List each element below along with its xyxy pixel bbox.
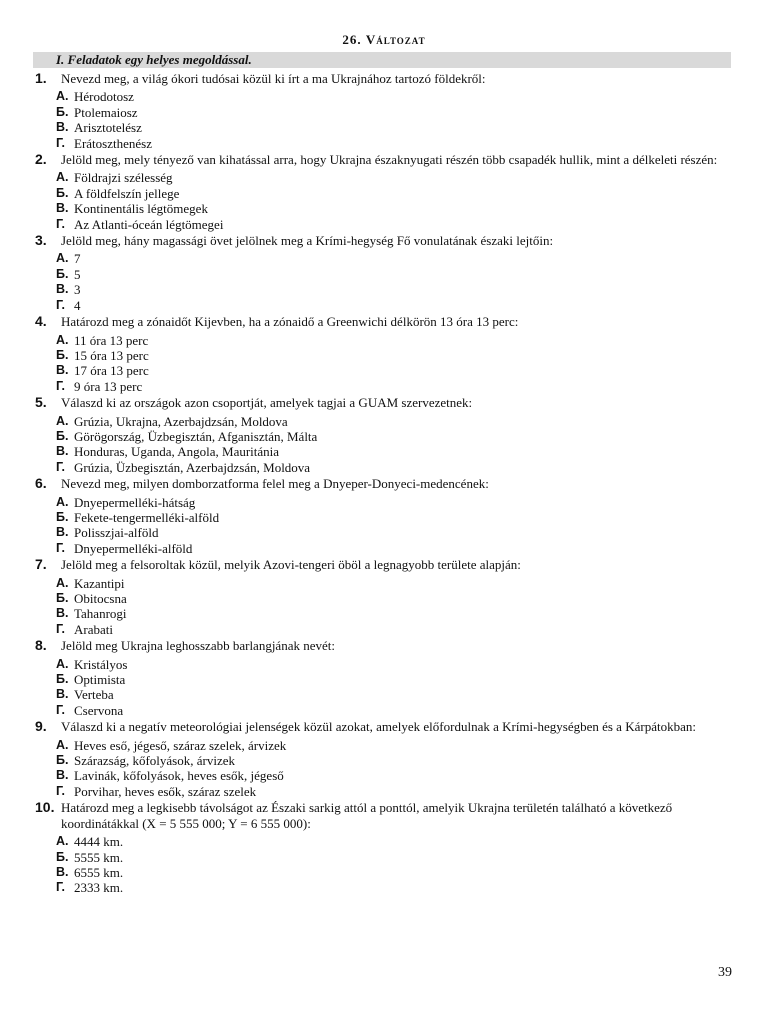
question-text: Válaszd ki az országok azon csoportját, amelyek tagjai a GUAM szervezetnek:	[61, 395, 473, 411]
answer-letter: Г.	[56, 880, 65, 895]
question-text: Jelöld meg, mely tényező van kihatással arra, hogy Ukrajna északnyugati részén több csapadék hullik, mint a délkeleti részén:	[61, 152, 718, 168]
variant-label: Változat	[365, 32, 426, 47]
question-text: Határozd meg a zónaidőt Kijevben, ha a zónaidő a Greenwichi délkörön 13 óra 13 perc:	[61, 314, 519, 330]
answer-text: Szárazság, kőfolyások, árvizek	[74, 753, 235, 769]
answer-option	[0, 703, 768, 718]
answer-text: Optimista	[74, 672, 126, 688]
answer-text: Honduras, Uganda, Angola, Mauritánia	[74, 444, 280, 460]
answer-letter: Г.	[56, 621, 65, 636]
answer-option	[0, 251, 768, 266]
answer-text: Obitocsna	[74, 591, 127, 606]
answer-text: Arisztotelész	[74, 120, 142, 136]
page-number: 39	[718, 965, 732, 980]
question-list	[0, 71, 768, 897]
variant-number: 26.	[342, 32, 362, 47]
answer-option	[0, 606, 768, 621]
answer-letter: В.	[56, 525, 69, 540]
answer-text: 5	[74, 266, 81, 282]
answer-option	[0, 880, 768, 895]
answer-letter: В.	[56, 444, 69, 459]
answer-text: 7	[74, 251, 81, 267]
question-number: 9.	[35, 718, 47, 735]
answer-letter: А.	[56, 656, 69, 671]
answer-text: Az Atlanti-óceán légtömegei	[74, 216, 224, 232]
answer-letter: В.	[56, 363, 69, 378]
answer-text: Földrajzi szélesség	[74, 170, 173, 186]
answer-letter: Г.	[56, 459, 65, 474]
question-item	[0, 314, 768, 394]
answer-letter: В.	[56, 864, 69, 879]
answer-list	[0, 834, 768, 896]
answer-option	[0, 622, 768, 637]
answer-list	[0, 333, 768, 395]
answer-letter: Г.	[56, 378, 65, 393]
answer-text: Heves eső, jégeső, száraz szelek, árvizek	[74, 737, 287, 753]
section-title-bar	[33, 52, 731, 68]
answer-option	[0, 363, 768, 378]
answer-text: 11 óra 13 perc	[74, 332, 149, 348]
answer-option	[0, 298, 768, 313]
answer-letter: В.	[56, 687, 69, 702]
question-line	[0, 395, 768, 410]
answer-option	[0, 495, 768, 510]
answer-text: 4	[74, 297, 81, 313]
question-number: 1.	[35, 70, 47, 86]
question-text: Jelöld meg, hány magassági övet jelölnek meg a Krími-hegység Fő vonulatának északi lejtőin:	[61, 233, 554, 249]
answer-text: Tahanrogi	[74, 606, 127, 622]
answer-text: Porvihar, heves esők, száraz szelek	[74, 783, 257, 799]
answer-list	[0, 251, 768, 313]
answer-option	[0, 576, 768, 591]
answer-option	[0, 738, 768, 753]
answer-text: Kristályos	[74, 656, 128, 672]
answer-letter: В.	[56, 120, 69, 135]
question-item	[0, 476, 768, 556]
answer-option	[0, 120, 768, 135]
answer-option	[0, 687, 768, 702]
answer-letter: Б.	[56, 753, 69, 768]
answer-letter: Г.	[56, 297, 65, 312]
question-line	[0, 719, 768, 734]
answer-option	[0, 105, 768, 120]
answer-letter: Г.	[56, 135, 65, 150]
answer-text: Verteba	[74, 687, 114, 703]
answer-option	[0, 333, 768, 348]
answer-list	[0, 170, 768, 232]
question-number: 8.	[35, 637, 47, 654]
answer-text: Hérodotosz	[74, 89, 134, 105]
answer-text: A földfelszín jellege	[74, 185, 180, 201]
answer-letter: Б.	[56, 104, 69, 119]
answer-letter: Б.	[56, 185, 69, 200]
answer-text: Grúzia, Üzbegisztán, Azerbajdzsán, Moldova	[74, 459, 311, 475]
question-text: Nevezd meg, a világ ókori tudósai közül ki írt a ma Ukrajnához tartozó földekről:	[61, 71, 486, 86]
answer-list	[0, 738, 768, 800]
question-text: Nevezd meg, milyen domborzatforma felel meg a Dnyeper-Donyeci-medencének:	[61, 476, 489, 492]
question-number: 5.	[35, 394, 47, 411]
answer-letter: А.	[56, 737, 69, 752]
question-line	[0, 233, 768, 248]
answer-option	[0, 201, 768, 216]
answer-option	[0, 217, 768, 232]
answer-option	[0, 657, 768, 672]
question-line	[0, 800, 768, 831]
answer-list	[0, 576, 768, 638]
question-number: 2.	[35, 151, 47, 168]
answer-letter: А.	[56, 251, 69, 266]
answer-option	[0, 865, 768, 880]
answer-letter: Б.	[56, 428, 69, 443]
answer-text: Arabati	[74, 621, 113, 637]
answer-list	[0, 414, 768, 476]
answer-text: 5555 km.	[74, 849, 124, 865]
answer-option	[0, 186, 768, 201]
question-line	[0, 71, 768, 86]
answer-option	[0, 444, 768, 459]
answer-text: Görögország, Üzbegisztán, Afganisztán, Málta	[74, 428, 318, 444]
answer-option	[0, 510, 768, 525]
answer-text: 15 óra 13 perc	[74, 347, 149, 363]
answer-text: 9 óra 13 perc	[74, 378, 143, 394]
answer-option	[0, 672, 768, 687]
answer-option	[0, 89, 768, 104]
question-line	[0, 638, 768, 653]
answer-list	[0, 495, 768, 557]
answer-option	[0, 460, 768, 475]
answer-option	[0, 414, 768, 429]
answer-option	[0, 267, 768, 282]
answer-text: Lavinák, kőfolyások, heves esők, jégeső	[74, 768, 284, 784]
answer-text: 2333 km.	[74, 880, 124, 896]
answer-option	[0, 525, 768, 540]
question-line	[0, 557, 768, 572]
question-line	[0, 476, 768, 491]
question-line	[0, 314, 768, 329]
answer-text: Polisszjai-alföld	[74, 525, 159, 541]
question-text: Jelöld meg Ukrajna leghosszabb barlangjának nevét:	[61, 638, 335, 654]
section-title: I. Feladatok egy helyes megoldással.	[56, 52, 252, 67]
answer-text: Grúzia, Ukrajna, Azerbajdzsán, Moldova	[74, 413, 288, 429]
answer-letter: А.	[56, 170, 69, 185]
answer-list	[0, 657, 768, 719]
question-item	[0, 152, 768, 232]
answer-letter: А.	[56, 89, 69, 104]
answer-letter: А.	[56, 834, 69, 849]
answer-option	[0, 834, 768, 849]
answer-letter: В.	[56, 201, 69, 216]
answer-text: Ptolemaiosz	[74, 104, 138, 120]
answer-letter: Б.	[56, 672, 69, 687]
answer-option	[0, 850, 768, 865]
question-number: 6.	[35, 475, 47, 492]
answer-letter: Г.	[56, 540, 65, 555]
answer-letter: Г.	[56, 216, 65, 231]
question-number: 10.	[35, 799, 55, 816]
answer-text: Fekete-tengermelléki-alföld	[74, 509, 220, 525]
answer-letter: В.	[56, 282, 69, 297]
answer-text: 4444 km.	[74, 834, 124, 850]
answer-letter: Б.	[56, 509, 69, 524]
answer-option	[0, 784, 768, 799]
question-item	[0, 233, 768, 313]
answer-letter: А.	[56, 413, 69, 428]
answer-text: Kazantipi	[74, 575, 125, 591]
answer-letter: Г.	[56, 702, 65, 717]
answer-text: Erátoszthenész	[74, 135, 152, 151]
answer-letter: А.	[56, 494, 69, 509]
answer-option	[0, 170, 768, 185]
question-text: Válaszd ki a negatív meteorológiai jelenségek közül azokat, amelyek előfordulnak a Krími-hegységben és a Kárpátokban:	[61, 719, 696, 735]
page-header	[0, 32, 768, 48]
answer-option	[0, 768, 768, 783]
question-item	[0, 71, 768, 151]
question-number: 4.	[35, 313, 47, 330]
question-text: Határozd meg a legkisebb távolságot az Északi sarkig attól a ponttól, amelyik Ukrajna területén található a következő koordinátákkal (X = 5 555 000; Y = 6 555 000):	[61, 800, 673, 831]
answer-option	[0, 348, 768, 363]
answer-letter: В.	[56, 606, 69, 621]
answer-text: Cservona	[74, 702, 124, 718]
question-item	[0, 638, 768, 718]
answer-option	[0, 591, 768, 606]
answer-letter: Г.	[56, 783, 65, 798]
question-item	[0, 800, 768, 895]
answer-option	[0, 429, 768, 444]
question-text: Jelöld meg a felsoroltak közül, melyik Azovi-tengeri öböl a legnagyobb területe alapján:	[61, 557, 521, 573]
answer-text: Dnyepermelléki-alföld	[74, 540, 193, 556]
question-item	[0, 719, 768, 799]
answer-letter: Б.	[56, 849, 69, 864]
answer-letter: А.	[56, 332, 69, 347]
answer-letter: Б.	[56, 591, 69, 605]
question-number: 3.	[35, 232, 47, 249]
answer-letter: Б.	[56, 347, 69, 362]
answer-option	[0, 136, 768, 151]
question-item	[0, 395, 768, 475]
answer-letter: В.	[56, 768, 69, 783]
answer-option	[0, 541, 768, 556]
answer-option	[0, 379, 768, 394]
answer-option	[0, 753, 768, 768]
answer-letter: Б.	[56, 266, 69, 281]
answer-text: Kontinentális légtömegek	[74, 201, 208, 217]
answer-text: 6555 km.	[74, 864, 124, 880]
answer-letter: А.	[56, 575, 69, 590]
answer-text: Dnyepermelléki-hátság	[74, 494, 196, 510]
question-line	[0, 152, 768, 167]
answer-text: 3	[74, 282, 81, 298]
answer-text: 17 óra 13 perc	[74, 363, 149, 379]
question-number: 7.	[35, 556, 47, 573]
question-item	[0, 557, 768, 637]
answer-option	[0, 282, 768, 297]
answer-list	[0, 89, 768, 151]
